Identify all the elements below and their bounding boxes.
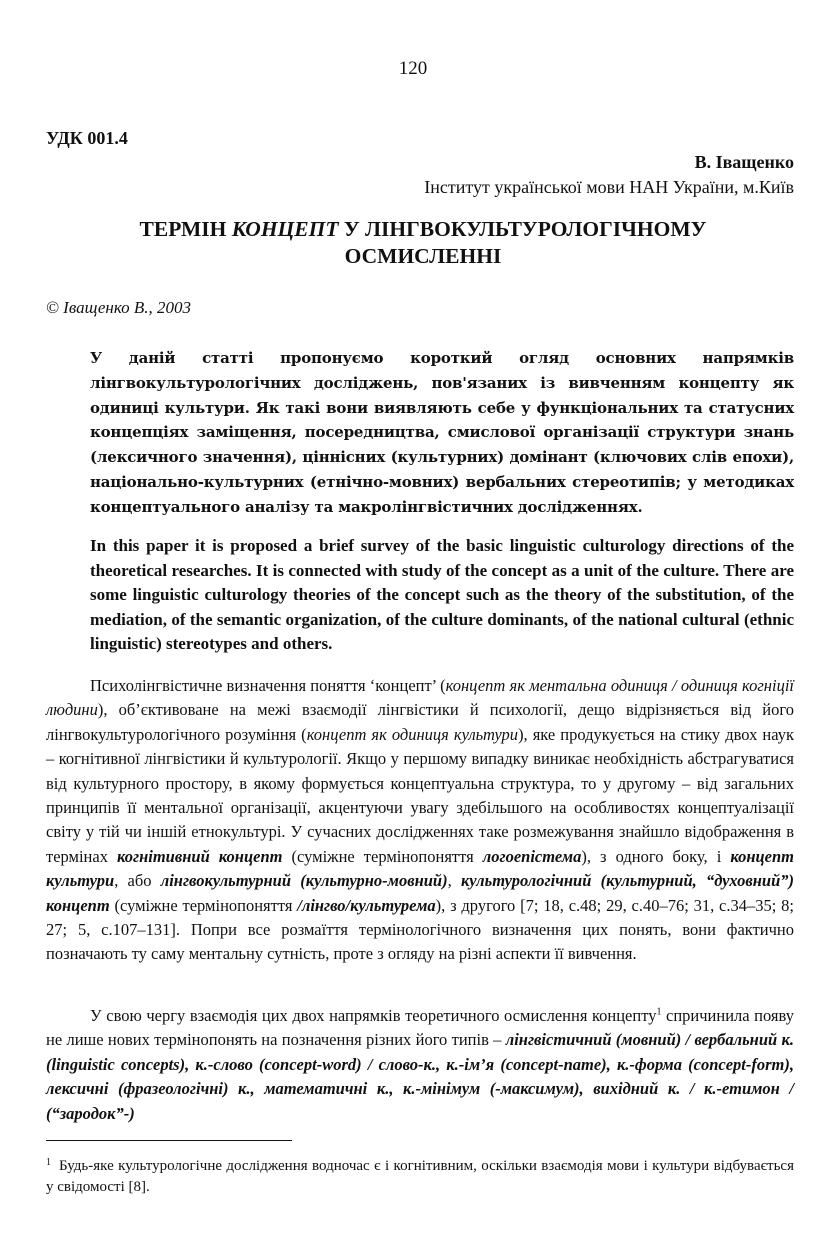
udk-code: УДК 001.4	[46, 128, 128, 148]
p1-text: ), з одного боку, і	[581, 846, 731, 866]
p1-bold-term: культурологічний (культурний, “духовний”) концепт	[46, 871, 795, 915]
p1-text: ), яке продукується на стику двох наук – когнітивної лінгвістики й культурології. Якщо у першому випадку виникає необхідність абстрагуватися від культурного простору, в якому формується концептуальна структура, то у другому – від загальних принципів її ментальної організації, акцентуючи увагу здебільшого на особливостях концептуалізації світу у тій чи іншій етнокультурі. У сучасних дослідженнях таке розмежування знайшло відображення в термінах	[46, 724, 794, 866]
p2-bold-terms: лінгвістичний (мовний) / вербальний к. (linguistic concepts), к.-слово (concept-word) / слово-к., к.-ім’я (concept-name), к.-форма (concept-form), лексичні (фразеологічні) к., математичні к., к.-мінімум (-максимум), вихідний к. / к.-етимон / (“зародок”-)	[46, 1030, 794, 1123]
body-paragraph-1	[46, 674, 794, 967]
p1-bold-term: концепт культури	[46, 846, 795, 891]
p1-text: Психолінгвістичне визначення поняття ‘концепт’ (	[90, 676, 446, 695]
p1-text: , або	[114, 871, 161, 891]
p1-text: (суміжне термінопоняття	[282, 846, 483, 866]
p1-text: (суміжне термінопоняття	[109, 895, 298, 915]
article-title	[40, 216, 806, 270]
footnote-text: Будь-яке культурологічне дослідження водночас є і когнітивним, оскільки взаємодія мови і культури відбувається у свідомості [8].	[46, 1158, 794, 1195]
p2-text: У свою чергу взаємодія цих двох напрямків теоретичного осмислення концепту	[90, 1006, 657, 1025]
copyright-line: © Іващенко В., 2003	[46, 298, 192, 317]
footnote	[46, 1152, 794, 1198]
title-line-2: ОСМИСЛЕННІ	[344, 244, 502, 268]
footnote-reference[interactable]: 1	[656, 1006, 662, 1018]
p1-text: ,	[447, 871, 461, 891]
author-affiliation: Інститут української мови НАН України, м.Київ	[424, 177, 794, 197]
title-part-3: У ЛІНГВОКУЛЬТУРОЛОГІЧНОМУ	[338, 217, 707, 241]
abstract-ukrainian: У даній статті пропонуємо короткий огляд основних напрямків лінгвокультурологічних досліджень, пов'язаних із вивченням концепту як одиниці культури. Як такі вони виявляють себе у функціональних та статусних концепціях заміщення, посередництва, смислової організації структури знань (лексичного значення), ціннісних (культурних) домінант (ключових слів епохи), національно-культурних (етнічно-мовних) вербальних стереотипів; у методиках концептуального аналізу та макролінгвістичних дослідженнях.	[90, 349, 794, 516]
p1-italic-term: концепт як одиниця культури	[306, 724, 519, 744]
page-number: 120	[398, 58, 428, 79]
footnote-mark: 1	[46, 1157, 51, 1168]
p1-bold-term: лінгвокультурний (культурно-мовний)	[160, 871, 448, 891]
footnote-divider	[46, 1140, 292, 1141]
p1-text: ), з другого [7; 18, с.48; 29, с.40–76; 31, с.34–35; 8; 27; 5, с.107–131]. Попри все розмаїття термінологічного визначення цих понять, вони фактично позначають ту саму ментальну сутність, проте з огляду на різні аспекти її вивчення.	[46, 895, 794, 964]
author-block	[424, 150, 794, 200]
author-name: В. Іващенко	[694, 152, 794, 172]
body-paragraph-2	[46, 1004, 794, 1126]
p1-bold-term: /лінгво/культурема	[297, 895, 436, 915]
p1-text: ), об’єктивоване на межі взаємодії лінгвістики й психології, дещо відрізняється від його лінгвокультурологічного розуміння (	[46, 700, 794, 744]
title-part-1: ТЕРМІН	[139, 217, 232, 241]
p2-text: спричинила появу не лише нових термінопонять на позначення різних його типів –	[46, 1006, 794, 1050]
abstract-english: In this paper it is proposed a brief survey of the basic linguistic culturology directions of the theoretical researches. It is connected with study of the concept as a unit of the culture. There are some linguistic culturology theories of the concept such as the theory of the substitution, of the mediation, of the semantic organization, of the culture dominants, of the national cultural (ethnic linguistic) stereotypes and others.	[90, 536, 794, 654]
p1-bold-term: логоепістема	[482, 846, 582, 866]
p1-italic-term: концепт як ментальна одиниця / одиниця когніції людини	[46, 676, 794, 720]
title-term-italic: КОНЦЕПТ	[231, 217, 339, 241]
p1-bold-term: когнітивний концепт	[117, 846, 283, 866]
